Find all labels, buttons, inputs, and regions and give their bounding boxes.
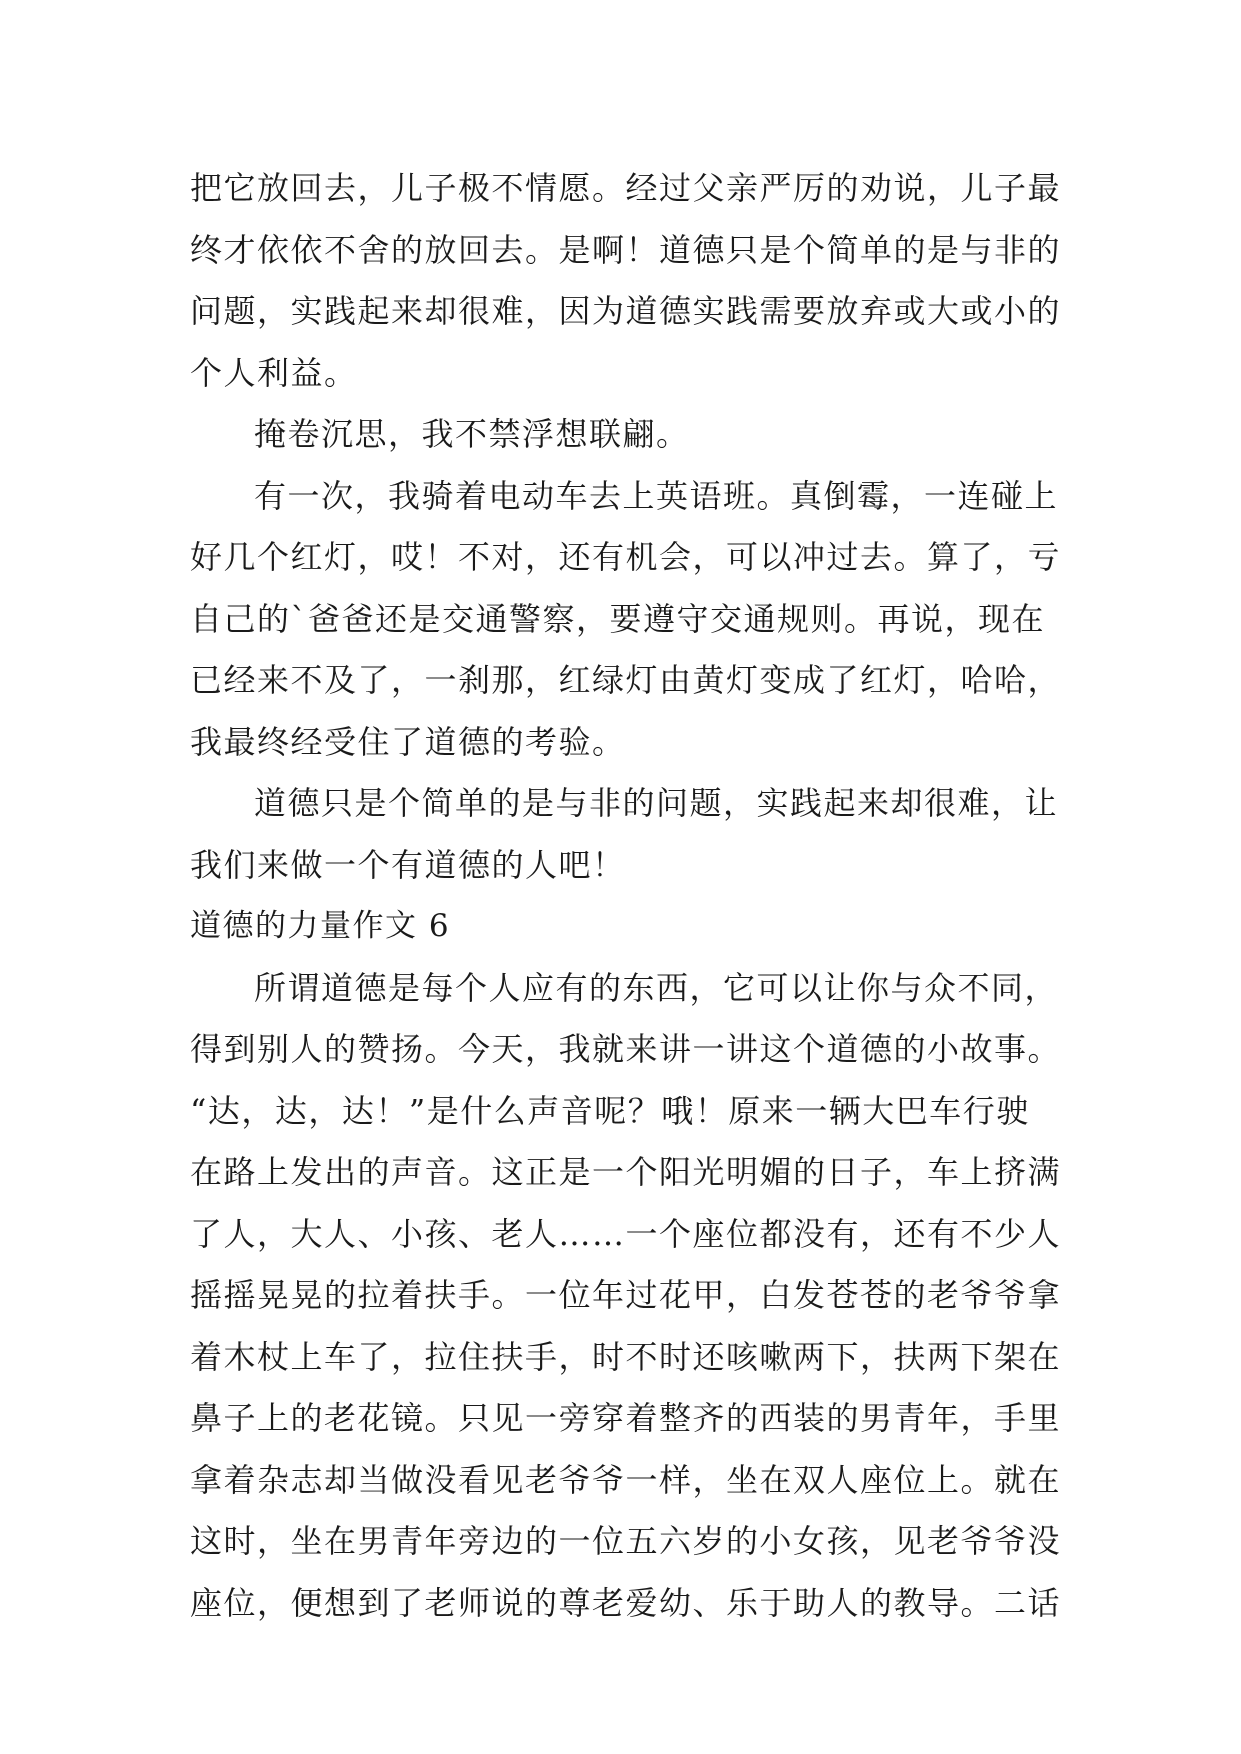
section-heading: 道德的力量作文 6 [190,908,451,944]
text-line: 摇摇晃晃的拉着扶手。一位年过花甲，白发苍苍的老爷爷拿 [190,1276,1062,1314]
text-line: 座位，便想到了老师说的尊老爱幼、乐于助人的教导。二话 [190,1583,1062,1622]
text-line: 所谓道德是每个人应有的东西，它可以让你与众不同， [254,968,1059,1007]
text-line: 个人利益。 [190,353,358,392]
text-line: 问题，实践起来却很难，因为道德实践需要放弃或大或小的 [190,292,1062,330]
text-line: 好几个红灯，哎！不对，还有机会，可以冲过去。算了，亏 [190,538,1062,576]
text-line: “达，达，达！”是什么声音呢？哦！原来一辆大巴车行驶 [190,1091,1030,1130]
paragraph-3 [190,466,1070,774]
section-paragraph-1 [190,958,1070,1635]
text-line: 这时，坐在男青年旁边的一位五六岁的小女孩，见老爷爷没 [190,1522,1062,1560]
paragraph-4 [190,773,1070,896]
document-body [190,158,1070,1634]
text-line: 自己的`爸爸还是交通警察，要遵守交通规则。再说，现在 [190,599,1046,638]
paragraph-2 [190,404,1070,466]
text-line: 已经来不及了，一刹那，红绿灯由黄灯变成了红灯，哈哈， [190,661,1062,699]
text-line: 掩卷沉思，我不禁浮想联翩。 [254,415,690,453]
text-line: 了人，大人、小孩、老人……一个座位都没有，还有不少人 [190,1214,1062,1253]
text-line: 在路上发出的声音。这正是一个阳光明媚的日子，车上挤满 [190,1153,1062,1191]
text-line: 把它放回去，儿子极不情愿。经过父亲严厉的劝说，儿子最 [190,169,1062,207]
text-line: 有一次，我骑着电动车去上英语班。真倒霉，一连碰上 [254,476,1059,515]
text-line: 我们来做一个有道德的人吧！ [190,845,626,884]
text-line: 得到别人的赞扬。今天，我就来讲一讲这个道德的小故事。 [190,1030,1062,1068]
text-line: 拿着杂志却当做没看见老爷爷一样，坐在双人座位上。就在 [190,1460,1062,1499]
text-line: 我最终经受住了道德的考验。 [190,722,626,761]
text-line: 终才依依不舍的放回去。是啊！道德只是个简单的是与非的 [190,230,1062,269]
paragraph-1 [190,158,1070,404]
text-line: 道德只是个简单的是与非的问题，实践起来却很难，让 [254,784,1059,822]
text-line: 着木杖上车了，拉住扶手，时不时还咳嗽两下，扶两下架在 [190,1337,1062,1376]
text-line: 鼻子上的老花镜。只见一旁穿着整齐的西装的男青年，手里 [190,1399,1062,1437]
